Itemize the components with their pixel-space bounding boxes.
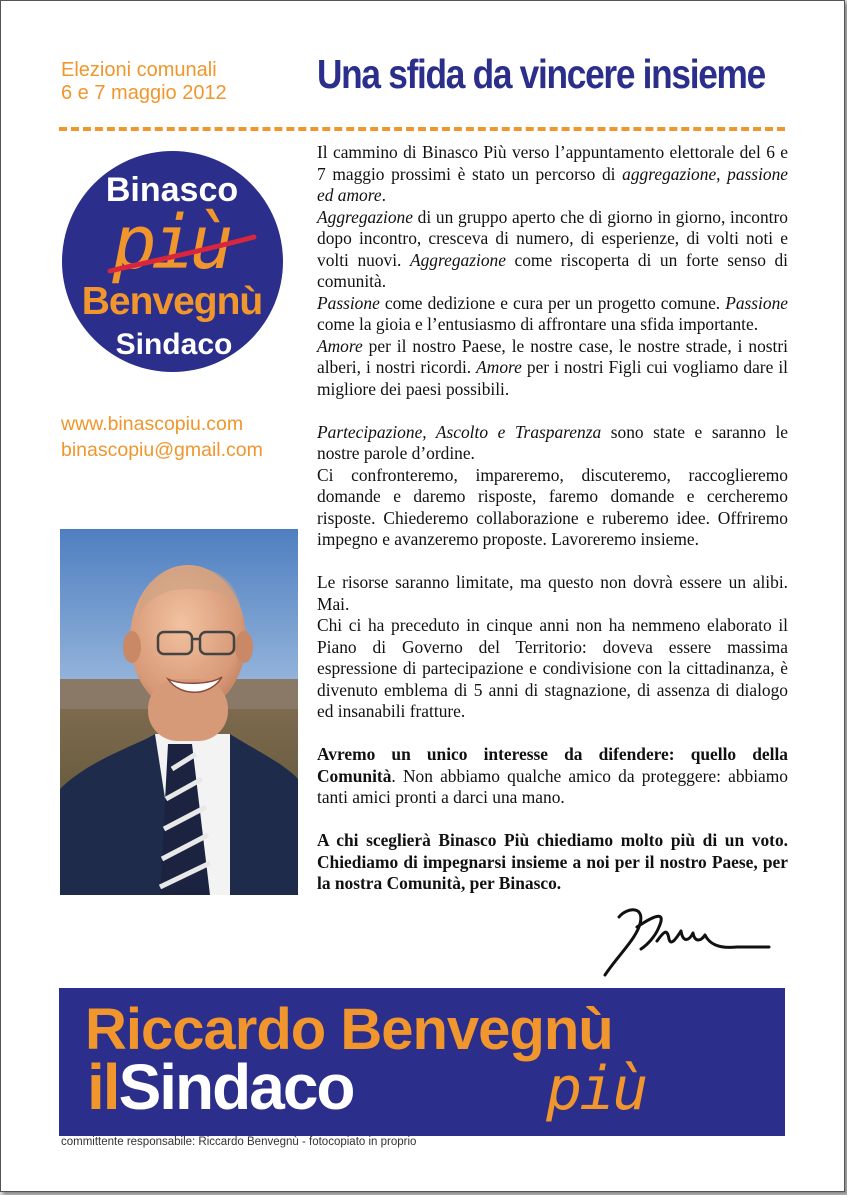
page-headline: Una sfida da vincere insieme (317, 51, 765, 97)
paragraph-gap (317, 809, 788, 831)
paragraph-10: A chi sceglierà Binasco Più chiediamo molto più di un voto. Chiediamo di impegnarsi insieme a noi per il nostro Paese, per la nostra Comunità, per Binasco. (317, 830, 788, 893)
slogan-sindaco: Sindaco (118, 1051, 354, 1123)
election-title: Elezioni comunali (61, 59, 217, 81)
paragraph-8: Chi ci ha preceduto in cinque anni non ha nemmeno elaborato il Piano di Governo del Territorio: doveva essere massima espressione di partecipazione e condivisione con la cittadinanza, è divenuto emblema di 5 anni di stagnazione, di assenza di dialogo ed insanabili fratture. (317, 615, 788, 721)
paragraph-9: Avremo un unico interesse da difendere: quello della Comunità. Non abbiamo qualche amico da proteggere: abbiamo tanti amici pronti a darci una mano. (317, 744, 788, 807)
paragraph-2: Aggregazione di un gruppo aperto che di giorno in giorno, incontro dopo incontro, cresceva di numero, di esperienze, di volti noti e volti nuovi. Aggregazione come riscoperta di un forte senso di comunità. (317, 206, 788, 291)
email-link[interactable]: binascopiu@gmail.com (61, 439, 263, 461)
paragraph-7: Le risorse saranno limitate, ma questo non dovrà essere un alibi. Mai. (317, 572, 788, 614)
logo-binasco: Binasco (105, 171, 239, 209)
logo-piu: più (112, 200, 228, 286)
manifesto-text (317, 142, 788, 895)
paragraph-6: Ci confronteremo, impareremo, discuteremo, raccoglieremo domande e daremo risposte, faremo domande e cercheremo risposte. Chiederemo collaborazione e ruberemo idee. Offriremo impegno e avanzeremo proposte. Lavoreremo insieme. (317, 464, 788, 549)
candidate-photo (60, 529, 298, 895)
election-date-block (61, 59, 227, 105)
paragraph-gap (317, 723, 788, 745)
paragraph-5: Partecipazione, Ascolto e Trasparenza sono state e saranno le nostre parole d’ordine. (317, 421, 789, 463)
footer-committente: committente responsabile: Riccardo Benvegnù - fotocopiato in proprio (61, 1136, 417, 1148)
campaign-logo (62, 151, 283, 372)
slogan (87, 1050, 354, 1124)
paragraph-gap (317, 551, 788, 573)
election-date: 6 e 7 maggio 2012 (61, 82, 227, 104)
slogan-il: il (87, 1051, 119, 1123)
paragraph-3: Passione come dedizione e cura per un progetto comune. Passione come la gioia e l’entusiasmo di affrontare una sfida importante. (317, 292, 788, 334)
signature (597, 897, 772, 979)
candidate-banner (59, 988, 785, 1136)
paragraph-1: Il cammino di Binasco Più verso l’appuntamento elettorale del 6 e 7 maggio prossimi è stato un percorso di aggregazione, passione ed amore. (317, 142, 789, 205)
paragraph-4: Amore per il nostro Paese, le nostre case, le nostre strade, i nostri alberi, i nostri ricordi. Amore per i nostri Figli cui vogliamo dare il migliore dei paesi possibili. (317, 335, 788, 399)
dashed-divider (59, 127, 785, 131)
candidate-name: Riccardo Benvegnù (85, 997, 613, 1062)
website-link[interactable]: www.binascopiu.com (61, 413, 244, 435)
paragraph-gap (317, 400, 788, 422)
slogan-piu: più (546, 1054, 646, 1124)
contact-block (61, 411, 263, 463)
logo-sindaco: Sindaco (115, 328, 233, 361)
logo-benvegnu: Benvegnù (81, 280, 263, 323)
